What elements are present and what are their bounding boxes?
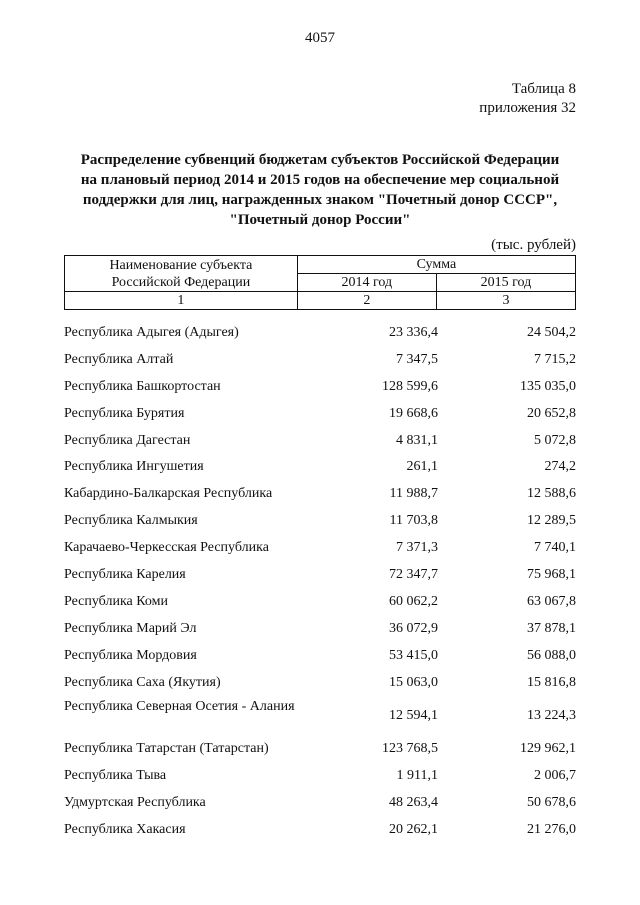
table-row — [64, 454, 576, 481]
value-2015: 20 652,8 — [527, 405, 576, 421]
table-row — [64, 401, 576, 428]
title-line-3: поддержки для лиц, награжденных знаком "Почетный донор СССР", — [82, 192, 558, 208]
table-row — [64, 428, 576, 455]
value-2014: 4 831,1 — [396, 432, 438, 448]
subject-name: Кабардино-Балкарская Республика — [64, 486, 273, 502]
value-2015: 75 968,1 — [527, 567, 576, 583]
value-2015: 15 816,8 — [527, 674, 576, 690]
table-row — [64, 736, 576, 763]
title-line-2: на плановый период 2014 и 2015 годов на обеспечение мер социальной — [80, 172, 560, 188]
table-row — [64, 508, 576, 535]
value-2014: 36 072,9 — [389, 620, 438, 636]
table-row — [64, 589, 576, 616]
value-2015: 63 067,8 — [527, 593, 576, 609]
title-line-4: "Почетный донор России" — [229, 212, 411, 228]
value-2014: 19 668,6 — [389, 405, 438, 421]
value-2015: 37 878,1 — [527, 620, 576, 636]
value-2014: 128 599,6 — [382, 378, 438, 394]
subject-name: Республика Коми — [64, 593, 168, 609]
header-subject-line2: Российской Федерации — [111, 274, 251, 290]
subject-name: Республика Тыва — [64, 768, 167, 784]
value-2014: 123 768,5 — [382, 741, 438, 757]
value-2014: 11 988,7 — [389, 486, 438, 502]
subject-name: Республика Хакасия — [64, 822, 186, 838]
value-2015: 135 035,0 — [520, 378, 576, 394]
header-sum: Сумма — [297, 256, 575, 274]
subject-name: Республика Калмыкия — [64, 513, 198, 529]
header-year-2015: 2015 год — [436, 274, 575, 292]
subject-name: Республика Марий Эл — [64, 620, 197, 636]
units-label: (тыс. рублей) — [491, 237, 576, 253]
value-2015: 50 678,6 — [527, 795, 576, 811]
value-2015: 12 289,5 — [527, 513, 576, 529]
page-number: 4057 — [305, 30, 335, 46]
subject-name: Республика Алтай — [64, 351, 174, 367]
table-row — [64, 817, 576, 844]
subject-name: Республика Дагестан — [64, 432, 191, 448]
subject-name: Республика Северная Осетия - Алания — [64, 699, 295, 715]
table-row — [64, 790, 576, 817]
value-2014: 23 336,4 — [389, 325, 438, 340]
table-row — [64, 763, 576, 790]
value-2015: 56 088,0 — [527, 647, 576, 663]
value-2014: 261,1 — [406, 459, 438, 475]
value-2015: 129 962,1 — [520, 741, 576, 757]
value-2014: 20 262,1 — [389, 822, 438, 838]
table-row — [64, 696, 576, 736]
value-2014: 11 703,8 — [389, 513, 438, 529]
value-2015: 21 276,0 — [527, 822, 576, 838]
value-2014: 48 263,4 — [389, 795, 438, 811]
subject-name: Республика Татарстан (Татарстан) — [64, 741, 269, 757]
table-reference-line2: приложения 32 — [479, 100, 576, 116]
subject-name: Республика Адыгея (Адыгея) — [64, 325, 239, 340]
table-row — [64, 643, 576, 670]
value-2015: 5 072,8 — [534, 432, 576, 448]
table-header — [64, 255, 576, 310]
value-2014: 60 062,2 — [389, 593, 438, 609]
header-subject — [65, 256, 298, 292]
value-2015: 24 504,2 — [527, 325, 576, 340]
document-title — [60, 150, 580, 230]
header-year-2014: 2014 год — [297, 274, 436, 292]
value-2014: 15 063,0 — [389, 674, 438, 690]
subject-name: Республика Башкортостан — [64, 378, 221, 394]
subject-name: Республика Мордовия — [64, 647, 197, 663]
value-2015: 274,2 — [544, 459, 576, 475]
subject-name: Республика Карелия — [64, 567, 186, 583]
table-row — [64, 535, 576, 562]
value-2014: 7 347,5 — [396, 351, 438, 367]
header-col-2: 2 — [297, 292, 436, 310]
header-col-3: 3 — [436, 292, 575, 310]
subject-name: Удмуртская Республика — [64, 795, 206, 811]
header-col-1: 1 — [65, 292, 298, 310]
subject-name: Республика Бурятия — [64, 405, 185, 421]
value-2014: 1 911,1 — [396, 768, 438, 784]
title-line-1: Распределение субвенций бюджетам субъектов Российской Федерации — [80, 152, 560, 168]
table-row — [64, 320, 576, 347]
table-body — [64, 320, 576, 844]
value-2015: 7 715,2 — [534, 351, 576, 367]
header-subject-line1: Наименование субъекта — [109, 257, 253, 273]
table-row — [64, 374, 576, 401]
value-2014: 53 415,0 — [389, 647, 438, 663]
value-2015: 2 006,7 — [534, 768, 576, 784]
value-2015: 12 588,6 — [527, 486, 576, 502]
subject-name: Республика Саха (Якутия) — [64, 674, 221, 690]
table-row — [64, 481, 576, 508]
value-2014: 7 371,3 — [396, 540, 438, 556]
table-row — [64, 616, 576, 643]
table-row — [64, 670, 576, 697]
value-2014: 12 594,1 — [389, 708, 438, 724]
value-2014: 72 347,7 — [389, 567, 438, 583]
table-reference-line1: Таблица 8 — [511, 81, 576, 97]
subject-name: Карачаево-Черкесская Республика — [64, 540, 269, 556]
value-2015: 7 740,1 — [534, 540, 576, 556]
subject-name: Республика Ингушетия — [64, 459, 204, 475]
table-reference — [479, 80, 576, 118]
table-row — [64, 347, 576, 374]
table-row — [64, 562, 576, 589]
value-2015: 13 224,3 — [527, 708, 576, 724]
